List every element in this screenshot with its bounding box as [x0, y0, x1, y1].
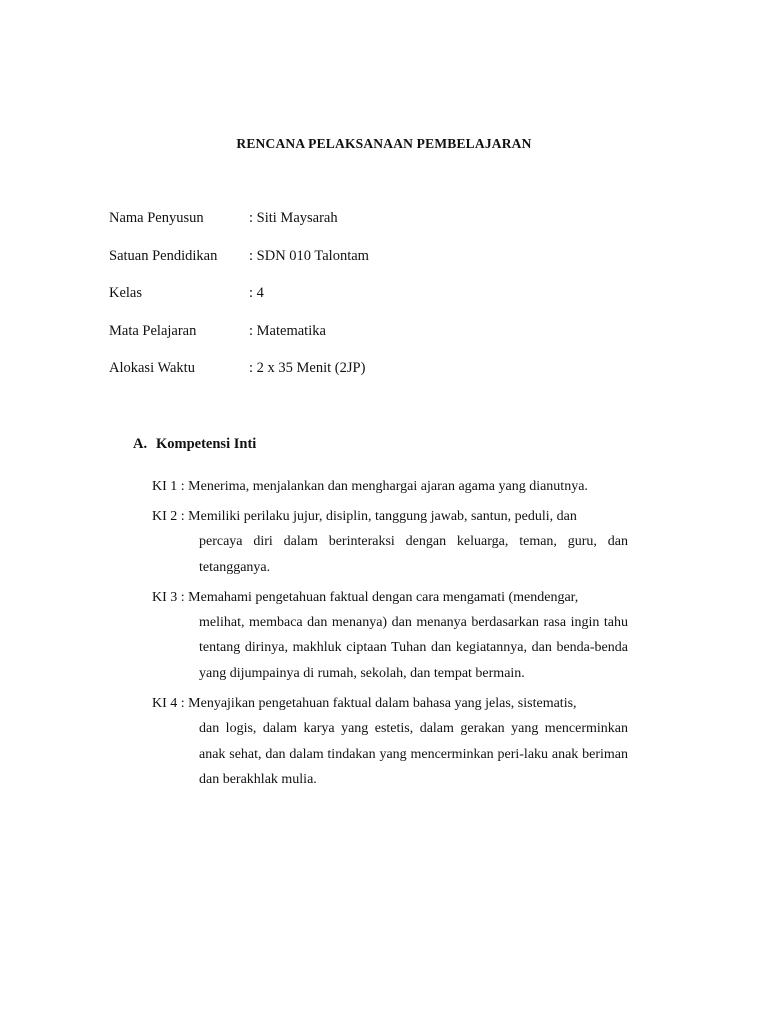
section-heading-text: Kompetensi Inti — [156, 436, 257, 452]
info-value: : Siti Maysarah — [249, 210, 338, 226]
ki-item-3 — [152, 585, 628, 687]
info-label: Nama Penyusun — [109, 210, 204, 226]
info-label: Satuan Pendidikan — [109, 247, 218, 264]
ki-first-line: KI 3 : Memahami pengetahuan faktual dengan cara mengamati (mendengar, — [152, 589, 579, 605]
ki-item-2 — [152, 504, 628, 580]
info-value: : 2 x 35 Menit (2JP) — [249, 360, 366, 376]
info-value: : 4 — [249, 285, 264, 301]
core-competency-list — [152, 474, 628, 797]
info-value: : Matematika — [249, 322, 326, 339]
ki-item-1 — [152, 474, 628, 499]
section-marker: A. — [133, 436, 148, 452]
ki-continuation: percaya diri dalam berinteraksi dengan keluarga, teman, guru, dan tetangganya. — [199, 534, 628, 575]
ki-first-line: KI 4 : Menyajikan pengetahuan faktual dalam bahasa yang jelas, sistematis, — [152, 695, 577, 711]
document-title: RENCANA PELAKSANAAN PEMBELAJARAN — [236, 136, 532, 151]
info-label: Mata Pelajaran — [109, 322, 197, 339]
ki-continuation: dan logis, dalam karya yang estetis, dalam gerakan yang mencerminkan anak sehat, dan dalam tindakan yang mencerminkan peri-laku anak beriman dan berakhlak mulia. — [199, 721, 628, 787]
info-label: Alokasi Waktu — [109, 360, 195, 376]
info-label: Kelas — [109, 285, 143, 301]
ki-item-4 — [152, 691, 628, 793]
ki-first-line: KI 2 : Memiliki perilaku jujur, disiplin, tanggung jawab, santun, peduli, dan — [152, 508, 577, 524]
ki-first-line: KI 1 : Menerima, menjalankan dan menghargai ajaran agama yang dianutnya. — [152, 479, 588, 494]
info-value: : SDN 010 Talontam — [249, 247, 369, 264]
ki-continuation: melihat, membaca dan menanya) dan menanya berdasarkan rasa ingin tahu tentang dirinya, makhluk ciptaan Tuhan dan kegiatannya, dan benda-benda yang dijumpainya di rumah, sekolah, dan tempat bermain. — [199, 615, 628, 681]
section-heading-kompetensi-inti — [133, 436, 256, 453]
